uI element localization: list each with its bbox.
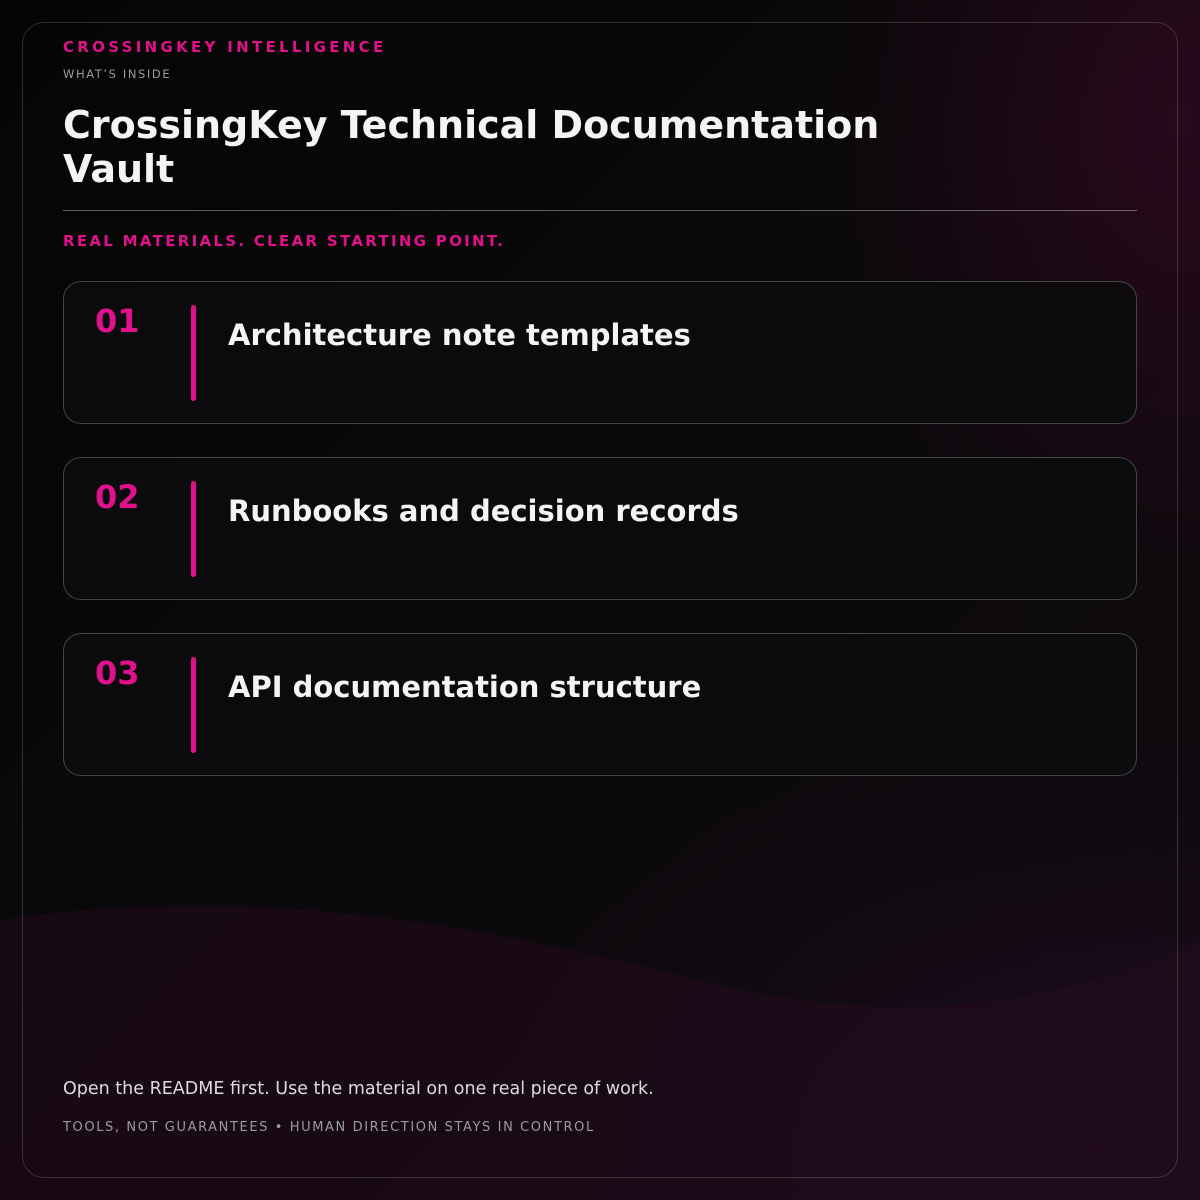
tagline: REAL MATERIALS. CLEAR STARTING POINT.	[63, 232, 506, 250]
card-label: API documentation structure	[228, 670, 702, 704]
card-accent-bar	[191, 481, 196, 577]
card-label: Runbooks and decision records	[228, 494, 739, 528]
page-title: CrossingKey Technical Documentation Vault	[63, 103, 880, 191]
card-number: 02	[95, 478, 140, 516]
content-card	[63, 281, 1137, 424]
content-card	[63, 633, 1137, 776]
title-divider	[63, 210, 1137, 211]
footer-disclaimer: TOOLS, NOT GUARANTEES • HUMAN DIRECTION STAYS IN CONTROL	[63, 1120, 595, 1135]
card-label: Architecture note templates	[228, 318, 691, 352]
card-number: 01	[95, 302, 140, 340]
brand-name: CROSSINGKEY INTELLIGENCE	[63, 38, 387, 56]
card-accent-bar	[191, 305, 196, 401]
card-number: 03	[95, 654, 140, 692]
footer-note: Open the README first. Use the material on one real piece of work.	[63, 1079, 654, 1099]
slide-frame	[22, 22, 1178, 1178]
section-kicker: WHAT’S INSIDE	[63, 67, 172, 81]
card-accent-bar	[191, 657, 196, 753]
content-card	[63, 457, 1137, 600]
